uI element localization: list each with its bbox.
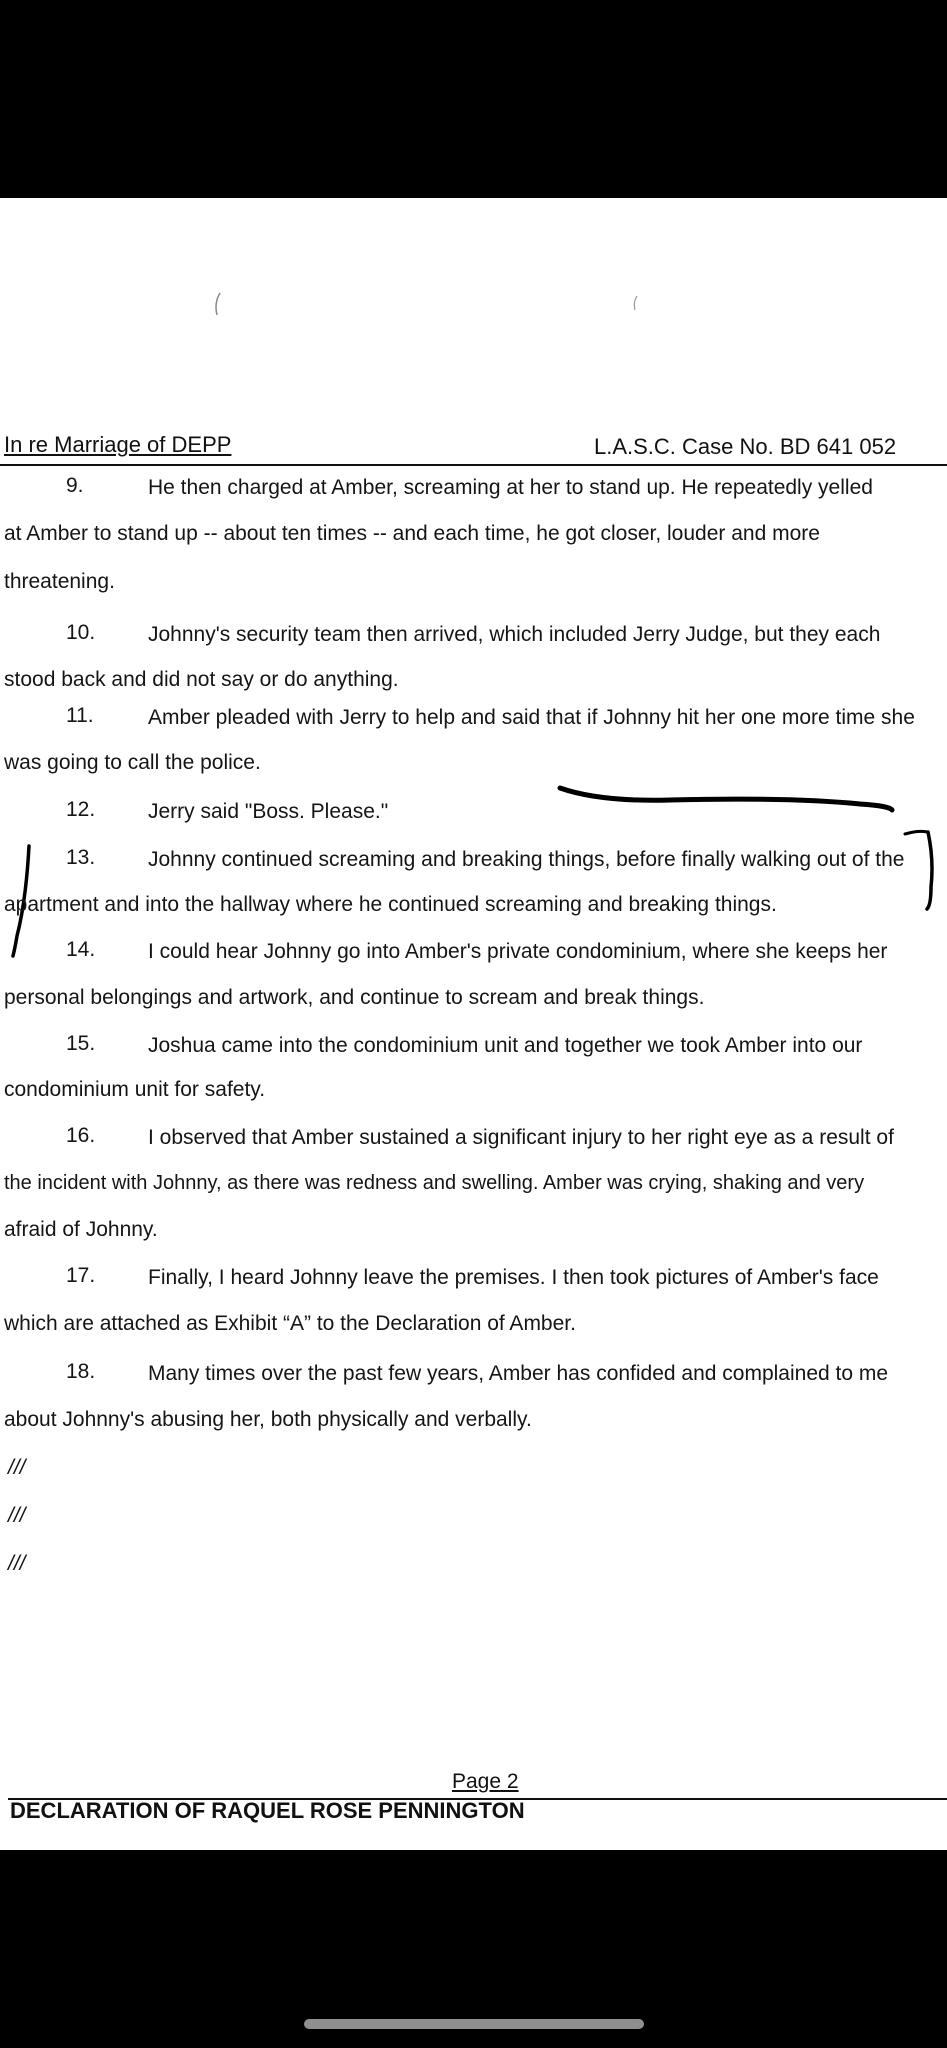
paragraph-line: threatening. xyxy=(4,570,115,593)
paragraph-line: at Amber to stand up -- about ten times -- and each time, he got closer, louder and more xyxy=(4,522,820,545)
document-page xyxy=(0,198,947,1850)
paragraph-number: 10. xyxy=(66,621,96,644)
paragraph-line: condominium unit for safety. xyxy=(4,1078,266,1101)
paragraph-number: 11. xyxy=(66,704,94,727)
continuation-mark: /// xyxy=(8,1504,26,1527)
paragraph-first-line: Jerry said "Boss. Please." xyxy=(148,800,389,823)
paragraph-number: 14. xyxy=(66,938,96,961)
home-indicator[interactable] xyxy=(304,2019,644,2029)
paragraph-first-line: I observed that Amber sustained a significant injury to her right eye as a result of xyxy=(148,1126,894,1149)
paragraph-first-line: Johnny continued screaming and breaking things, before finally walking out of the xyxy=(148,848,905,871)
footer-title: DECLARATION OF RAQUEL ROSE PENNINGTON xyxy=(10,1798,525,1823)
paragraph-number: 16. xyxy=(66,1124,96,1147)
paragraph-number: 13. xyxy=(66,846,96,869)
paragraph-line: the incident with Johnny, as there was redness and swelling. Amber was crying, shaking and very xyxy=(4,1172,865,1194)
case-number: L.A.S.C. Case No. BD 641 052 xyxy=(594,434,897,459)
paragraph-line: afraid of Johnny. xyxy=(4,1218,158,1241)
paragraph-line: which are attached as Exhibit “A” to the Declaration of Amber. xyxy=(4,1312,576,1335)
paragraph-line: stood back and did not say or do anything. xyxy=(4,668,399,691)
paragraph-first-line: He then charged at Amber, screaming at her to stand up. He repeatedly yelled xyxy=(148,476,873,499)
paragraph-first-line: Amber pleaded with Jerry to help and said that if Johnny hit her one more time she xyxy=(148,706,915,729)
paragraph-line: personal belongings and artwork, and continue to scream and break things. xyxy=(4,986,705,1009)
paragraph-number: 12. xyxy=(66,798,96,821)
paragraph-first-line: I could hear Johnny go into Amber's private condominium, where she keeps her xyxy=(148,940,888,963)
case-title: In re Marriage of DEPP xyxy=(4,432,232,457)
page-number: Page 2 xyxy=(452,1770,519,1793)
paragraph-line: apartment and into the hallway where he continued screaming and breaking things. xyxy=(4,893,777,916)
continuation-mark: /// xyxy=(8,1456,26,1479)
paragraph-number: 9. xyxy=(66,474,84,497)
paragraph-number: 18. xyxy=(66,1360,96,1383)
caption-header xyxy=(0,418,947,466)
paragraph-line: about Johnny's abusing her, both physically and verbally. xyxy=(4,1408,532,1431)
paragraph-number: 15. xyxy=(66,1032,96,1055)
paragraph-number: 17. xyxy=(66,1264,96,1287)
paragraph-first-line: Joshua came into the condominium unit and together we took Amber into our xyxy=(148,1034,863,1057)
paragraph-line: was going to call the police. xyxy=(4,751,261,774)
continuation-mark: /// xyxy=(8,1552,26,1575)
paragraph-first-line: Finally, I heard Johnny leave the premises. I then took pictures of Amber's face xyxy=(148,1266,879,1289)
paragraph-first-line: Johnny's security team then arrived, which included Jerry Judge, but they each xyxy=(148,623,881,646)
paragraph-first-line: Many times over the past few years, Amber has confided and complained to me xyxy=(148,1362,889,1385)
